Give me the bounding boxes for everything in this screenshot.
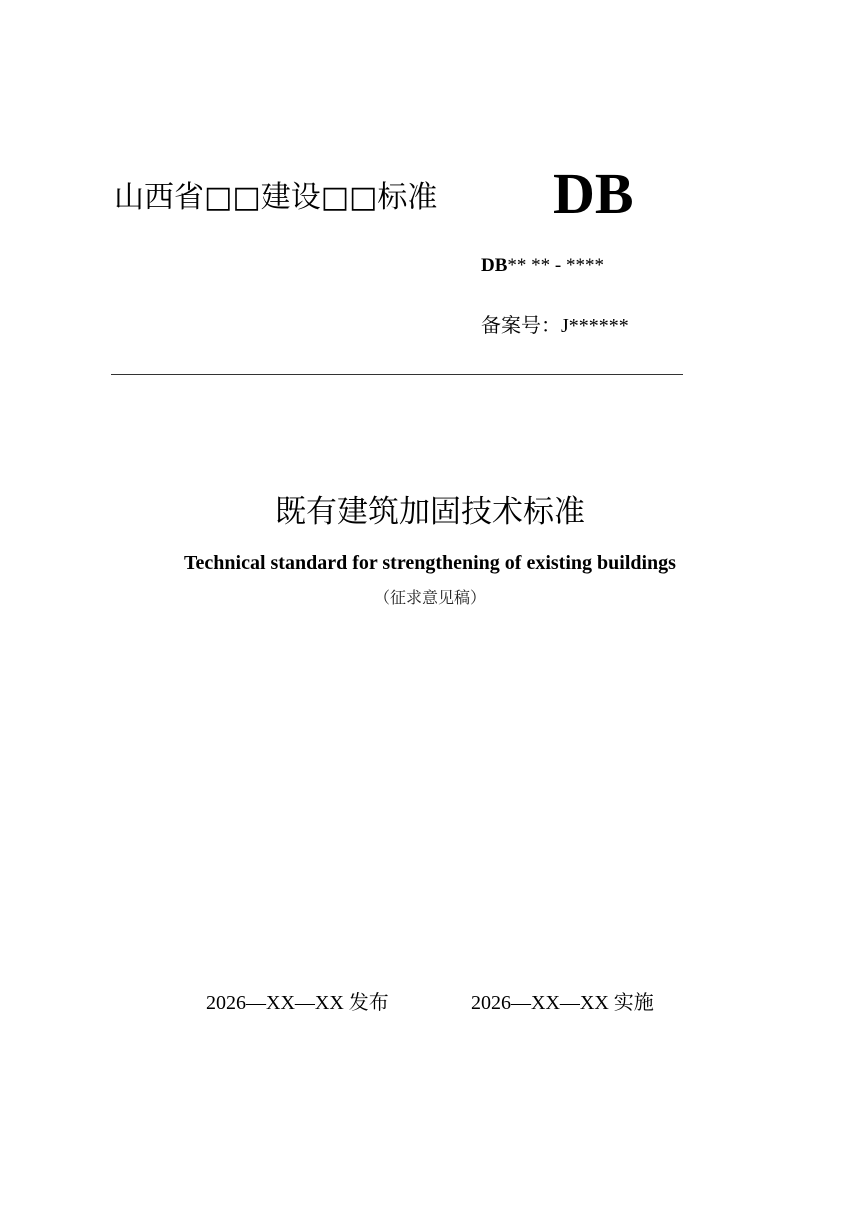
record-number xyxy=(481,309,629,338)
draft-note: （征求意见稿） xyxy=(373,588,486,607)
standard-number-code: ** ** - **** xyxy=(507,255,604,276)
document-title-english: Technical standard for strengthening of existing buildings xyxy=(184,552,676,574)
record-number-value: J****** xyxy=(561,315,629,337)
record-number-label: 备案号： xyxy=(481,313,561,337)
issuing-authority: 山西省□□建设□□标准 xyxy=(114,180,438,215)
standard-number-prefix: DB xyxy=(481,255,508,276)
header-divider xyxy=(111,374,683,375)
implementation-date: 2026—XX—XX 实施 xyxy=(471,992,654,1014)
issue-date: 2026—XX—XX 发布 xyxy=(206,992,389,1014)
document-title-chinese: 既有建筑加固技术标准 xyxy=(275,494,585,530)
db-mark: DB xyxy=(553,161,634,226)
standard-number xyxy=(481,255,604,277)
